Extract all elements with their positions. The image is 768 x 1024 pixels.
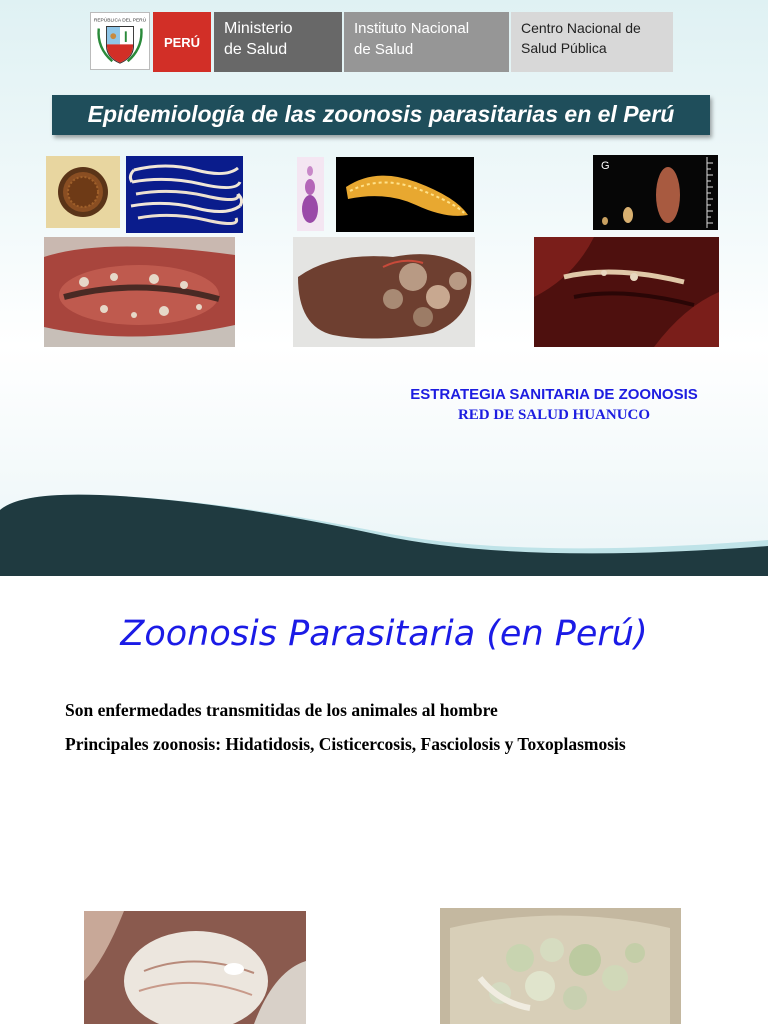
daughter-cysts-photo: [440, 908, 681, 1024]
slide-2-title: Zoonosis Parasitaria (en Perú): [120, 614, 648, 654]
fluke-photo-label: G: [601, 160, 610, 172]
centro-nacional-salud-publica-logo: [511, 12, 673, 72]
hydatid-cyst-photo: [84, 911, 306, 1024]
fasciola-liver-photo: [534, 237, 719, 347]
peru-coat-of-arms-icon: [90, 12, 150, 70]
slide-1-title: Epidemiología de las zoonosis parasitarias en el Perú: [52, 95, 710, 135]
slide-2: [0, 576, 768, 1024]
strategy-text: [380, 385, 728, 425]
instituto-nacional-salud-logo: [344, 12, 509, 72]
decorative-wave: [0, 480, 768, 576]
strategy-line-1: ESTRATEGIA SANITARIA DE ZOONOSIS: [410, 386, 698, 403]
coat-of-arms-caption: REPÚBLICA DEL PERÚ: [93, 18, 147, 24]
strategy-line-2: RED DE SALUD HUANUCO: [457, 407, 651, 423]
liver-fluke-photo: [593, 155, 718, 230]
peru-logo: [153, 12, 211, 72]
ministerio-salud-logo: [214, 12, 342, 72]
bullet-text-2: Principales zoonosis: Hidatidosis, Cisticercosis, Fasciolosis y Toxoplasmosis: [65, 734, 626, 754]
cnsp-line-2: Salud Pública: [521, 40, 607, 56]
minsa-line-2: de Salud: [224, 41, 288, 58]
ins-line-1: Instituto Nacional: [354, 20, 470, 37]
peru-logo-text: PERÚ: [163, 34, 201, 50]
parasite-egg-photo: [46, 156, 120, 228]
hydatid-liver-photo: [293, 237, 475, 347]
tapeworm-strands-photo: [126, 156, 243, 233]
ins-line-2: de Salud: [354, 41, 414, 58]
stained-parasite-photo: [297, 157, 324, 231]
bullet-text-1: Son enfermedades transmitidas de los animales al hombre: [65, 700, 498, 720]
cnsp-line-1: Centro Nacional de: [521, 20, 641, 36]
scolex-photo: [336, 157, 474, 232]
minsa-line-1: Ministerio: [224, 20, 293, 37]
infected-liver-photo-1: [44, 237, 235, 347]
